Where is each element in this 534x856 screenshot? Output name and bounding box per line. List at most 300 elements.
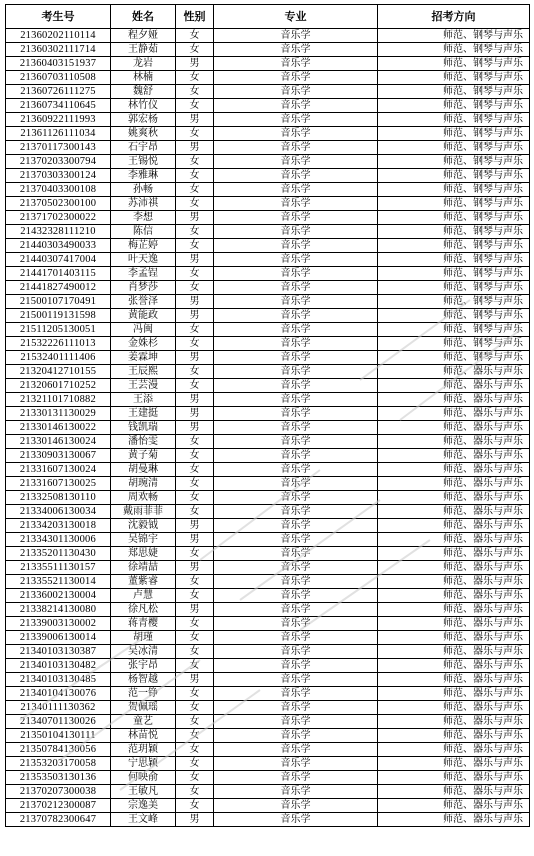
cell-name: 林竹仪 (111, 99, 176, 113)
cell-name: 张宇昂 (111, 659, 176, 673)
cell-candidate-id: 21340103130387 (6, 645, 111, 659)
table-row (6, 309, 530, 323)
cell-name: 陈信 (111, 225, 176, 239)
cell-major: 音乐学 (214, 729, 378, 743)
cell-name: 王敏凡 (111, 785, 176, 799)
cell-gender: 女 (176, 505, 214, 519)
cell-major: 音乐学 (214, 71, 378, 85)
cell-major: 音乐学 (214, 785, 378, 799)
table-row (6, 407, 530, 421)
cell-direction: 师范、钢琴与声乐 (378, 323, 530, 337)
cell-major: 音乐学 (214, 43, 378, 57)
cell-direction: 师范、器乐与声乐 (378, 407, 530, 421)
cell-direction: 师范、器乐与声乐 (378, 757, 530, 771)
cell-name: 周欢畅 (111, 491, 176, 505)
cell-gender: 女 (176, 589, 214, 603)
cell-gender: 女 (176, 617, 214, 631)
table-row (6, 211, 530, 225)
cell-gender: 女 (176, 43, 214, 57)
cell-direction: 师范、器乐与声乐 (378, 561, 530, 575)
cell-direction: 师范、器乐与声乐 (378, 673, 530, 687)
cell-direction: 师范、钢琴与声乐 (378, 225, 530, 239)
cell-candidate-id: 21331607130024 (6, 463, 111, 477)
cell-major: 音乐学 (214, 631, 378, 645)
table-row (6, 295, 530, 309)
cell-direction: 师范、钢琴与声乐 (378, 337, 530, 351)
cell-candidate-id: 21370117300143 (6, 141, 111, 155)
cell-gender: 女 (176, 85, 214, 99)
cell-gender: 女 (176, 659, 214, 673)
table-row (6, 561, 530, 575)
header-candidate-id: 考生号 (6, 5, 111, 29)
cell-major: 音乐学 (214, 323, 378, 337)
table-row (6, 491, 530, 505)
cell-major: 音乐学 (214, 169, 378, 183)
cell-direction: 师范、钢琴与声乐 (378, 127, 530, 141)
cell-direction: 师范、钢琴与声乐 (378, 71, 530, 85)
cell-name: 卢慧 (111, 589, 176, 603)
table-row (6, 449, 530, 463)
table-header-row (6, 5, 530, 29)
cell-candidate-id: 21353203170058 (6, 757, 111, 771)
cell-direction: 师范、器乐与声乐 (378, 519, 530, 533)
cell-major: 音乐学 (214, 253, 378, 267)
table-row (6, 379, 530, 393)
cell-name: 沈毅钺 (111, 519, 176, 533)
cell-name: 胡琬清 (111, 477, 176, 491)
table-row (6, 99, 530, 113)
cell-direction: 师范、器乐与声乐 (378, 491, 530, 505)
cell-major: 音乐学 (214, 407, 378, 421)
cell-name: 冯闽 (111, 323, 176, 337)
cell-major: 音乐学 (214, 267, 378, 281)
header-major: 专业 (214, 5, 378, 29)
cell-major: 音乐学 (214, 743, 378, 757)
cell-candidate-id: 21330903130067 (6, 449, 111, 463)
cell-candidate-id: 21370203300794 (6, 155, 111, 169)
table-row (6, 351, 530, 365)
cell-name: 宗逸美 (111, 799, 176, 813)
table-row (6, 729, 530, 743)
cell-direction: 师范、钢琴与声乐 (378, 141, 530, 155)
table-row (6, 617, 530, 631)
cell-candidate-id: 21340701130026 (6, 715, 111, 729)
table-row (6, 589, 530, 603)
cell-major: 音乐学 (214, 393, 378, 407)
header-name: 姓名 (111, 5, 176, 29)
cell-candidate-id: 21370502300100 (6, 197, 111, 211)
cell-candidate-id: 21353503130136 (6, 771, 111, 785)
cell-direction: 师范、器乐与声乐 (378, 799, 530, 813)
cell-direction: 师范、钢琴与声乐 (378, 197, 530, 211)
cell-name: 叶天逸 (111, 253, 176, 267)
table-row (6, 757, 530, 771)
cell-candidate-id: 21334006130034 (6, 505, 111, 519)
cell-direction: 师范、器乐与声乐 (378, 743, 530, 757)
table-row (6, 519, 530, 533)
cell-direction: 师范、钢琴与声乐 (378, 309, 530, 323)
cell-candidate-id: 21320601710252 (6, 379, 111, 393)
cell-direction: 师范、器乐与声乐 (378, 393, 530, 407)
table-row (6, 771, 530, 785)
table-row (6, 29, 530, 43)
cell-name: 王建挺 (111, 407, 176, 421)
cell-candidate-id: 21360734110645 (6, 99, 111, 113)
cell-gender: 男 (176, 113, 214, 127)
cell-candidate-id: 21360922111993 (6, 113, 111, 127)
cell-gender: 男 (176, 603, 214, 617)
cell-gender: 女 (176, 631, 214, 645)
cell-gender: 男 (176, 141, 214, 155)
cell-gender: 女 (176, 743, 214, 757)
cell-gender: 男 (176, 253, 214, 267)
table-row (6, 267, 530, 281)
table-row (6, 71, 530, 85)
cell-gender: 女 (176, 477, 214, 491)
cell-gender: 女 (176, 155, 214, 169)
admission-table (5, 4, 530, 827)
cell-name: 龙岩 (111, 57, 176, 71)
table-row (6, 743, 530, 757)
cell-gender: 女 (176, 239, 214, 253)
cell-name: 胡曼琳 (111, 463, 176, 477)
table-row (6, 631, 530, 645)
cell-direction: 师范、钢琴与声乐 (378, 239, 530, 253)
cell-name: 吴锦宇 (111, 533, 176, 547)
cell-candidate-id: 21330146130024 (6, 435, 111, 449)
cell-gender: 女 (176, 715, 214, 729)
table-row (6, 575, 530, 589)
cell-major: 音乐学 (214, 463, 378, 477)
cell-name: 石宇昂 (111, 141, 176, 155)
cell-name: 金姝杉 (111, 337, 176, 351)
cell-gender: 女 (176, 701, 214, 715)
cell-gender: 女 (176, 729, 214, 743)
cell-major: 音乐学 (214, 687, 378, 701)
cell-major: 音乐学 (214, 435, 378, 449)
cell-candidate-id: 21441827490012 (6, 281, 111, 295)
cell-gender: 女 (176, 197, 214, 211)
cell-candidate-id: 21370782300647 (6, 813, 111, 827)
cell-candidate-id: 21500107170491 (6, 295, 111, 309)
table-row (6, 253, 530, 267)
cell-gender: 女 (176, 337, 214, 351)
cell-direction: 师范、器乐与声乐 (378, 505, 530, 519)
cell-name: 姜霖坤 (111, 351, 176, 365)
cell-direction: 师范、钢琴与声乐 (378, 351, 530, 365)
cell-direction: 师范、器乐与声乐 (378, 645, 530, 659)
cell-gender: 女 (176, 281, 214, 295)
cell-direction: 师范、钢琴与声乐 (378, 99, 530, 113)
cell-direction: 师范、器乐与声乐 (378, 379, 530, 393)
cell-name: 蒋青樱 (111, 617, 176, 631)
cell-gender: 男 (176, 57, 214, 71)
cell-candidate-id: 21500119131598 (6, 309, 111, 323)
cell-gender: 女 (176, 127, 214, 141)
cell-major: 音乐学 (214, 533, 378, 547)
cell-gender: 女 (176, 771, 214, 785)
cell-major: 音乐学 (214, 491, 378, 505)
cell-major: 音乐学 (214, 645, 378, 659)
cell-gender: 男 (176, 533, 214, 547)
cell-gender: 男 (176, 351, 214, 365)
cell-candidate-id: 21432328111210 (6, 225, 111, 239)
table-row (6, 715, 530, 729)
cell-gender: 女 (176, 99, 214, 113)
cell-major: 音乐学 (214, 505, 378, 519)
cell-name: 吴冰清 (111, 645, 176, 659)
table-row (6, 169, 530, 183)
cell-major: 音乐学 (214, 449, 378, 463)
cell-candidate-id: 21340111130362 (6, 701, 111, 715)
cell-direction: 师范、钢琴与声乐 (378, 253, 530, 267)
cell-major: 音乐学 (214, 715, 378, 729)
cell-major: 音乐学 (214, 799, 378, 813)
table-body (6, 29, 530, 827)
cell-gender: 男 (176, 295, 214, 309)
cell-name: 林楠 (111, 71, 176, 85)
cell-gender: 男 (176, 519, 214, 533)
cell-major: 音乐学 (214, 197, 378, 211)
header-direction: 招考方向 (378, 5, 530, 29)
cell-major: 音乐学 (214, 575, 378, 589)
cell-gender: 女 (176, 645, 214, 659)
cell-name: 王添 (111, 393, 176, 407)
cell-candidate-id: 21360302111714 (6, 43, 111, 57)
cell-direction: 师范、钢琴与声乐 (378, 281, 530, 295)
cell-name: 潘怡雯 (111, 435, 176, 449)
table-row (6, 85, 530, 99)
table-row (6, 435, 530, 449)
cell-direction: 师范、器乐与声乐 (378, 463, 530, 477)
cell-name: 程夕娅 (111, 29, 176, 43)
cell-major: 音乐学 (214, 547, 378, 561)
cell-name: 姚爽秋 (111, 127, 176, 141)
cell-direction: 师范、器乐与声乐 (378, 435, 530, 449)
cell-name: 林苗悦 (111, 729, 176, 743)
table-row (6, 659, 530, 673)
table-row (6, 281, 530, 295)
table-row (6, 127, 530, 141)
cell-direction: 师范、器乐与声乐 (378, 365, 530, 379)
cell-direction: 师范、器乐与声乐 (378, 603, 530, 617)
table-row (6, 505, 530, 519)
cell-candidate-id: 21360703110508 (6, 71, 111, 85)
cell-candidate-id: 21370212300087 (6, 799, 111, 813)
cell-candidate-id: 21338214130080 (6, 603, 111, 617)
cell-name: 王文峰 (111, 813, 176, 827)
table-row (6, 673, 530, 687)
cell-major: 音乐学 (214, 659, 378, 673)
cell-gender: 女 (176, 379, 214, 393)
cell-gender: 女 (176, 365, 214, 379)
cell-direction: 师范、器乐与声乐 (378, 477, 530, 491)
cell-direction: 师范、器乐与声乐 (378, 589, 530, 603)
table-row (6, 225, 530, 239)
cell-major: 音乐学 (214, 281, 378, 295)
table-row (6, 603, 530, 617)
cell-gender: 女 (176, 687, 214, 701)
cell-gender: 女 (176, 71, 214, 85)
cell-direction: 师范、器乐与声乐 (378, 533, 530, 547)
table-row (6, 687, 530, 701)
cell-name: 王芸漫 (111, 379, 176, 393)
cell-candidate-id: 21321101710882 (6, 393, 111, 407)
header-gender: 性别 (176, 5, 214, 29)
table-row (6, 239, 530, 253)
cell-candidate-id: 21331607130025 (6, 477, 111, 491)
table-row (6, 645, 530, 659)
cell-direction: 师范、器乐与声乐 (378, 729, 530, 743)
cell-name: 贺佩瑶 (111, 701, 176, 715)
cell-candidate-id: 21339003130002 (6, 617, 111, 631)
cell-candidate-id: 21335521130014 (6, 575, 111, 589)
cell-candidate-id: 21370403300108 (6, 183, 111, 197)
cell-name: 徐凡松 (111, 603, 176, 617)
cell-direction: 师范、钢琴与声乐 (378, 43, 530, 57)
cell-major: 音乐学 (214, 183, 378, 197)
cell-major: 音乐学 (214, 225, 378, 239)
cell-name: 郑思婕 (111, 547, 176, 561)
cell-name: 李想 (111, 211, 176, 225)
cell-gender: 女 (176, 169, 214, 183)
cell-major: 音乐学 (214, 589, 378, 603)
cell-major: 音乐学 (214, 127, 378, 141)
cell-name: 黄能政 (111, 309, 176, 323)
table-row (6, 183, 530, 197)
cell-direction: 师范、器乐与声乐 (378, 813, 530, 827)
cell-candidate-id: 21532401111406 (6, 351, 111, 365)
cell-major: 音乐学 (214, 617, 378, 631)
table-row (6, 141, 530, 155)
cell-major: 音乐学 (214, 211, 378, 225)
cell-direction: 师范、器乐与声乐 (378, 575, 530, 589)
cell-candidate-id: 21532226111013 (6, 337, 111, 351)
cell-direction: 师范、钢琴与声乐 (378, 113, 530, 127)
cell-candidate-id: 21360202110114 (6, 29, 111, 43)
cell-candidate-id: 21440303490033 (6, 239, 111, 253)
cell-gender: 女 (176, 463, 214, 477)
cell-name: 童艺 (111, 715, 176, 729)
cell-major: 音乐学 (214, 813, 378, 827)
table-row (6, 365, 530, 379)
cell-major: 音乐学 (214, 239, 378, 253)
cell-candidate-id: 21370207300038 (6, 785, 111, 799)
cell-name: 黄子菊 (111, 449, 176, 463)
cell-candidate-id: 21330146130022 (6, 421, 111, 435)
cell-major: 音乐学 (214, 701, 378, 715)
cell-direction: 师范、钢琴与声乐 (378, 267, 530, 281)
cell-major: 音乐学 (214, 57, 378, 71)
cell-name: 董紫睿 (111, 575, 176, 589)
table-row (6, 113, 530, 127)
cell-direction: 师范、钢琴与声乐 (378, 85, 530, 99)
cell-direction: 师范、器乐与声乐 (378, 659, 530, 673)
cell-name: 李孟锃 (111, 267, 176, 281)
table-row (6, 43, 530, 57)
cell-candidate-id: 21334203130018 (6, 519, 111, 533)
cell-direction: 师范、器乐与声乐 (378, 547, 530, 561)
cell-name: 王辰熙 (111, 365, 176, 379)
cell-name: 宁思颖 (111, 757, 176, 771)
cell-name: 钱凯瑞 (111, 421, 176, 435)
cell-direction: 师范、器乐与声乐 (378, 687, 530, 701)
cell-gender: 女 (176, 449, 214, 463)
cell-major: 音乐学 (214, 561, 378, 575)
cell-candidate-id: 21330131130029 (6, 407, 111, 421)
cell-major: 音乐学 (214, 99, 378, 113)
cell-candidate-id: 21370303300124 (6, 169, 111, 183)
cell-candidate-id: 21340104130076 (6, 687, 111, 701)
cell-major: 音乐学 (214, 379, 378, 393)
cell-gender: 男 (176, 813, 214, 827)
cell-direction: 师范、钢琴与声乐 (378, 57, 530, 71)
cell-major: 音乐学 (214, 155, 378, 169)
cell-candidate-id: 21350784130056 (6, 743, 111, 757)
cell-gender: 女 (176, 575, 214, 589)
cell-major: 音乐学 (214, 519, 378, 533)
cell-name: 苏沛祺 (111, 197, 176, 211)
cell-major: 音乐学 (214, 85, 378, 99)
cell-candidate-id: 21511205130051 (6, 323, 111, 337)
cell-candidate-id: 21371702300022 (6, 211, 111, 225)
cell-major: 音乐学 (214, 113, 378, 127)
cell-candidate-id: 21340103130485 (6, 673, 111, 687)
table-row (6, 337, 530, 351)
cell-gender: 男 (176, 393, 214, 407)
cell-major: 音乐学 (214, 771, 378, 785)
cell-candidate-id: 21340103130482 (6, 659, 111, 673)
cell-gender: 男 (176, 211, 214, 225)
cell-gender: 男 (176, 421, 214, 435)
cell-name: 魏舒 (111, 85, 176, 99)
cell-candidate-id: 21320412710155 (6, 365, 111, 379)
cell-name: 徐靖喆 (111, 561, 176, 575)
cell-major: 音乐学 (214, 757, 378, 771)
cell-gender: 女 (176, 225, 214, 239)
table-row (6, 323, 530, 337)
cell-name: 李雅琳 (111, 169, 176, 183)
cell-name: 杨智越 (111, 673, 176, 687)
table-row (6, 421, 530, 435)
cell-major: 音乐学 (214, 477, 378, 491)
cell-candidate-id: 21350104130111 (6, 729, 111, 743)
table-row (6, 547, 530, 561)
cell-direction: 师范、器乐与声乐 (378, 701, 530, 715)
cell-major: 音乐学 (214, 141, 378, 155)
cell-candidate-id: 21440307417004 (6, 253, 111, 267)
cell-major: 音乐学 (214, 673, 378, 687)
cell-gender: 女 (176, 799, 214, 813)
table-row (6, 813, 530, 827)
cell-direction: 师范、器乐与声乐 (378, 617, 530, 631)
cell-gender: 女 (176, 785, 214, 799)
cell-candidate-id: 21332508130110 (6, 491, 111, 505)
cell-candidate-id: 21339006130014 (6, 631, 111, 645)
cell-name: 郭宏杨 (111, 113, 176, 127)
cell-name: 戴雨菲菲 (111, 505, 176, 519)
cell-direction: 师范、钢琴与声乐 (378, 295, 530, 309)
cell-name: 范玥颖 (111, 743, 176, 757)
table-row (6, 701, 530, 715)
cell-direction: 师范、器乐与声乐 (378, 631, 530, 645)
cell-gender: 女 (176, 29, 214, 43)
cell-name: 王锡悦 (111, 155, 176, 169)
cell-gender: 男 (176, 309, 214, 323)
cell-major: 音乐学 (214, 309, 378, 323)
cell-direction: 师范、器乐与声乐 (378, 785, 530, 799)
cell-gender: 男 (176, 561, 214, 575)
